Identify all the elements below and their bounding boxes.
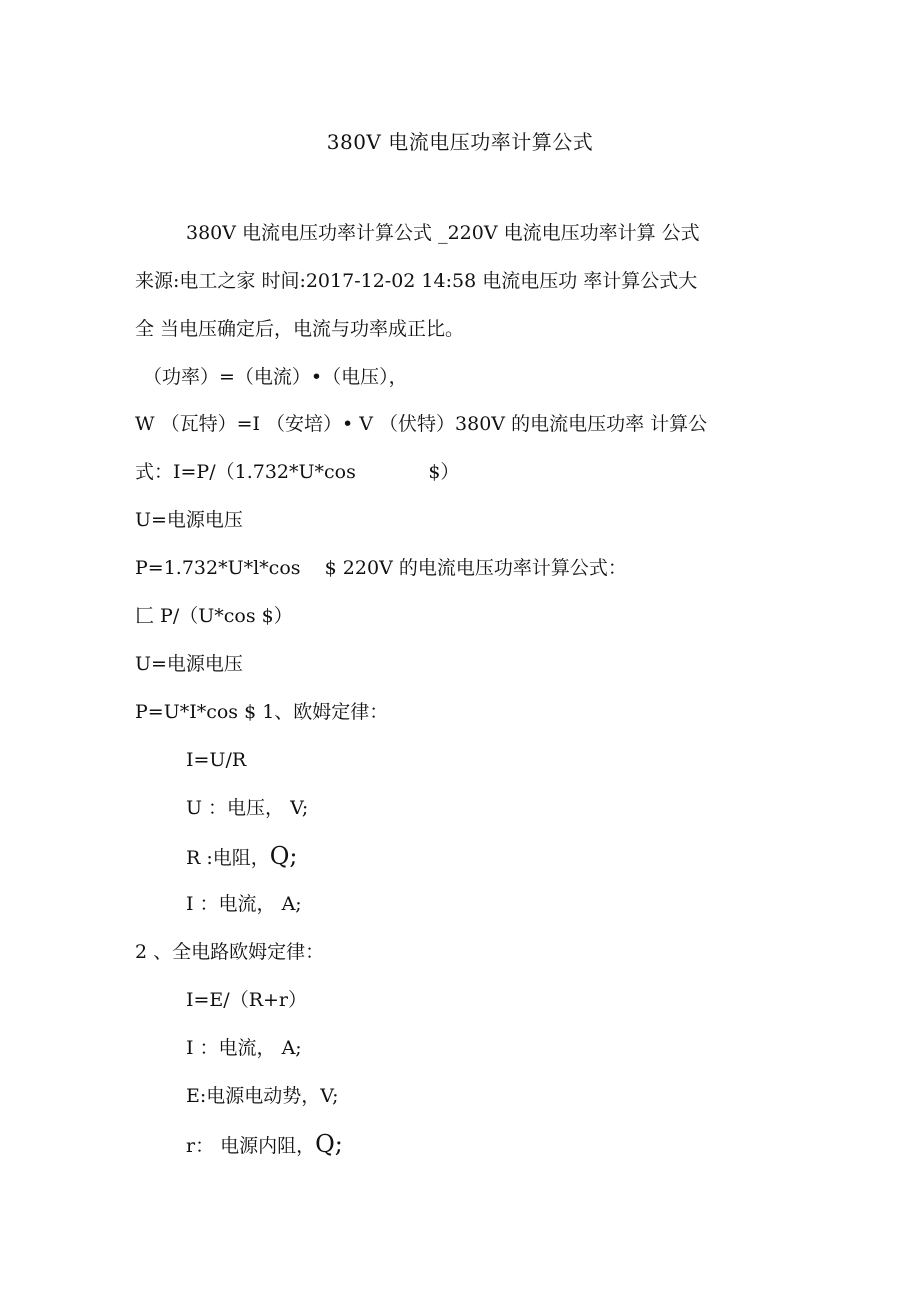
formula-line: P=1.732*U*l*cos $ 220V 的电流电压功率计算公式： [135,557,627,579]
paragraph-line: 来源:电工之家 时间:2017-12-02 14:58 电流电压功 率计算公式大 [135,270,698,292]
section-heading: 2 、全电路欧姆定律： [135,941,325,963]
definition-line: E:电源电动势，V; [186,1085,339,1107]
formula-line: U=电源电压 [135,653,243,675]
formula-line: （功率）=（电流）•（电压）， [143,366,408,388]
formula-line: I=E/（R+r） [186,989,308,1011]
definition-line [186,842,298,872]
definition-line: U ：电压， V; [186,797,309,819]
formula-line: I=U/R [186,749,247,771]
ohm-symbol: Q; [269,842,298,870]
formula-line: 匚 P/（U*cos $） [135,605,293,627]
page-title: 380V 电流电压功率计算公式 [326,130,594,154]
formula-line: U=电源电压 [135,509,243,531]
formula-line: P=U*I*cos $ 1、欧姆定律： [135,701,389,723]
definition-text: r： 电源内阻， [186,1135,316,1157]
ohm-symbol: Q; [315,1130,343,1158]
definition-text: R :电阻， [186,847,270,869]
formula-line: W （瓦特）=I （安培）• V （伏特）380V 的电流电压功率 计算公 [135,413,708,435]
formula-line: 式：I=P/（1.732*U*cos $） [135,461,460,483]
paragraph-line: 全 当电压确定后，电流与功率成正比。 [135,318,465,340]
definition-line: I ：电流， A; [186,1037,302,1059]
paragraph-line: 380V 电流电压功率计算公式 _220V 电流电压功率计算 公式 [186,222,700,244]
definition-line [186,1130,343,1160]
definition-line: I ：电流， A; [186,893,302,915]
